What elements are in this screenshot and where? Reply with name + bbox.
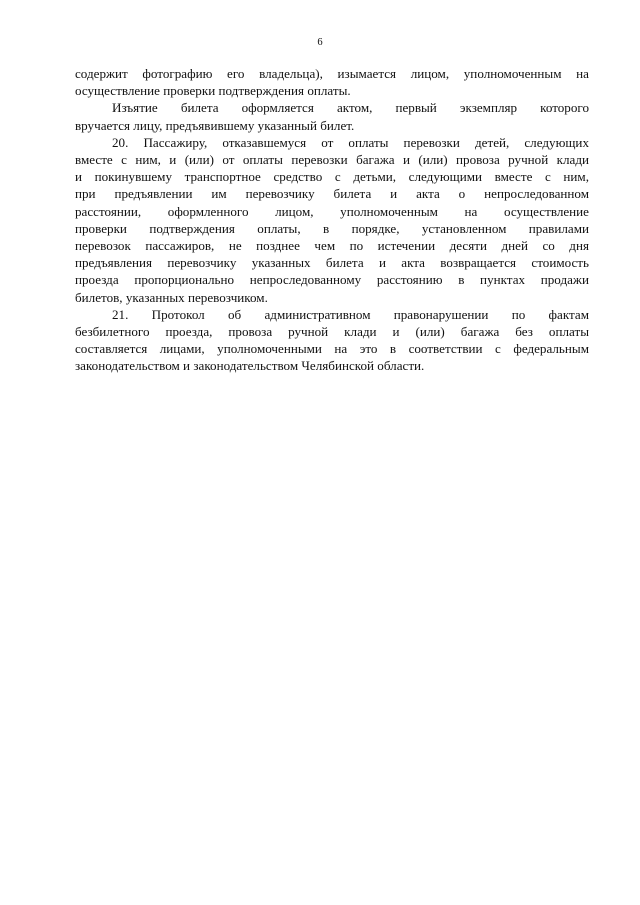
text-line: и покинувшему транспортное средство с детьми, следующими вместе с ним,	[75, 169, 589, 185]
text-line: законодательством и законодательством Челябинской области.	[75, 358, 425, 374]
paragraph-ticket-seizure	[75, 99, 589, 133]
text-line: Изъятие билета оформляется актом, первый экземпляр которого	[112, 100, 589, 116]
paragraph-20	[75, 134, 589, 306]
text-line: составляется лицами, уполномоченными на это в соответствии с федеральным	[75, 341, 589, 357]
text-line: 21. Протокол об административном правонарушении по фактам	[112, 306, 589, 322]
paragraph-continuation	[75, 65, 589, 99]
text-line: проезда пропорционально непроследованному расстоянию в пунктах продажи	[75, 272, 589, 288]
text-line: предъявления перевозчику указанных билета и акта возвращается стоимость	[75, 255, 589, 271]
text-line: при предъявлении им перевозчику билета и акта о непроследованном	[75, 186, 589, 202]
text-line: вручается лицу, предъявившему указанный билет.	[75, 117, 355, 133]
text-line: осуществление проверки подтверждения оплаты.	[75, 83, 351, 99]
text-line: билетов, указанных перевозчиком.	[75, 289, 268, 305]
text-line: содержит фотографию его владельца), изымается лицом, уполномоченным на	[75, 66, 589, 81]
text-line: проверки подтверждения оплаты, в порядке, установленном правилами	[75, 220, 589, 236]
text-line: 20. Пассажиру, отказавшемуся от оплаты перевозки детей, следующих	[112, 134, 589, 150]
text-line: безбилетного проезда, провоза ручной клади и (или) багажа без оплаты	[75, 324, 589, 340]
paragraph-21	[75, 306, 589, 375]
text-line: вместе с ним, и (или) от оплаты перевозки багажа и (или) провоза ручной клади	[75, 152, 589, 168]
text-line: расстоянии, оформленного лицом, уполномоченным на осуществление	[75, 203, 589, 219]
document-body	[75, 65, 589, 375]
page-number: 6	[317, 37, 323, 48]
text-line: перевозок пассажиров, не позднее чем по истечении десяти дней со дня	[75, 238, 589, 254]
